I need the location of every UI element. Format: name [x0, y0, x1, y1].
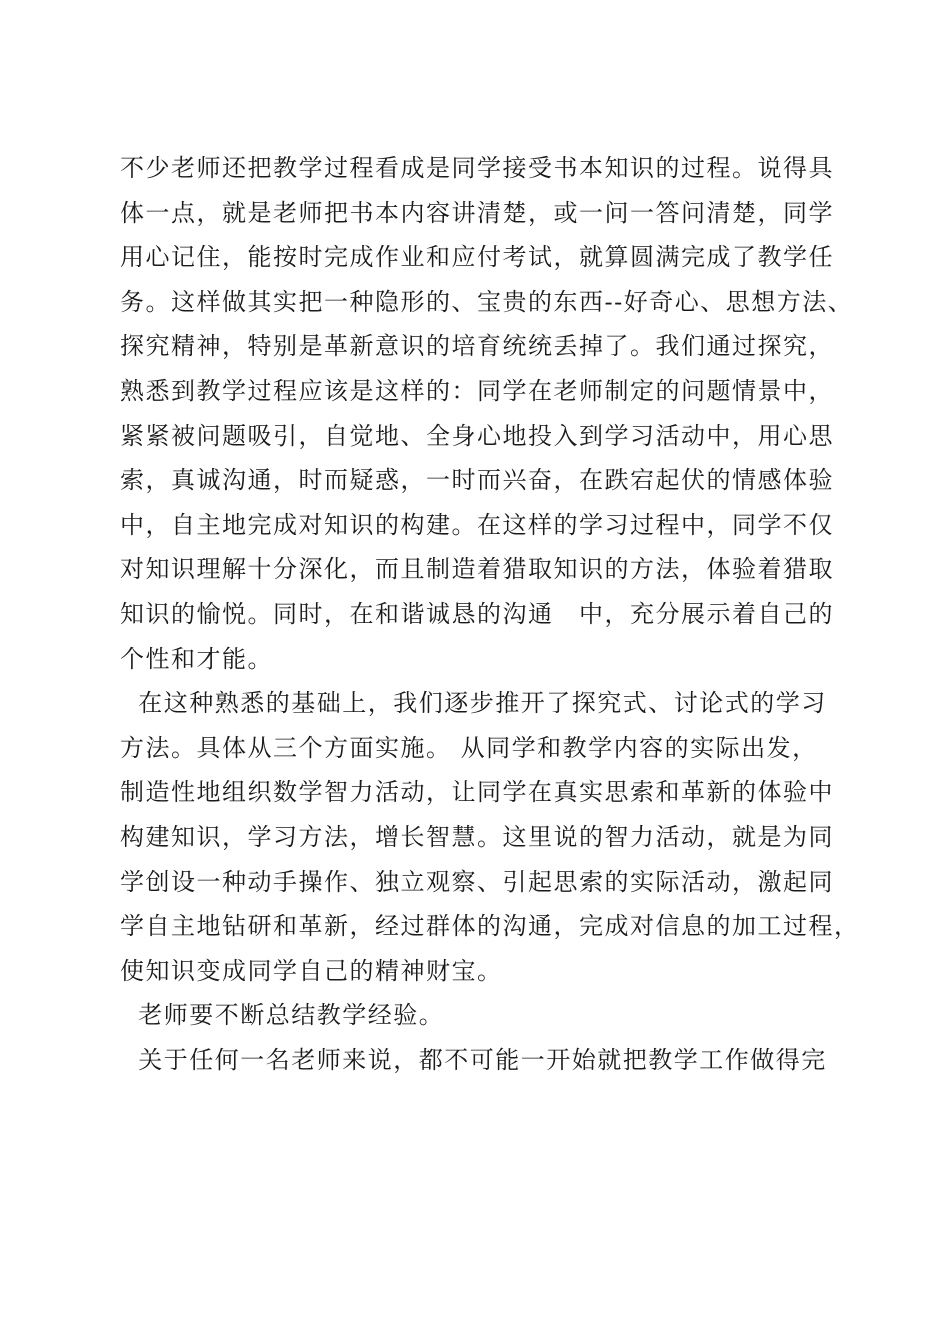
text-line: 紧紧被问题吸引，自觉地、全身心地投入到学习活动中，用心思 [120, 421, 834, 450]
text-line: 学创设一种动手操作、独立观察、引起思索的实际活动，激起同 [120, 867, 834, 896]
text-line: 用心记住，能按时完成作业和应付考试，就算圆满完成了教学任 [120, 243, 834, 272]
text-line: 个性和才能。 [120, 644, 273, 673]
text-line: 体一点，就是老师把书本内容讲清楚，或一问一答问清楚，同学 [120, 198, 834, 227]
text-line: 老师要不断总结教学经验。 [120, 1001, 445, 1030]
text-line: 中，自主地完成对知识的构建。在这样的学习过程中，同学不仅 [120, 510, 834, 539]
text-line: 对知识理解十分深化，而且制造着猎取知识的方法，体验着猎取 [120, 555, 834, 584]
text-line: 务。这样做其实把一种隐形的、宝贵的东西--好奇心、思想方法、 [120, 287, 854, 316]
text-line: 使知识变成同学自己的精神财宝。 [120, 956, 503, 985]
text-line: 在这种熟悉的基础上，我们逐步推开了探究式、讨论式的学习 [120, 689, 827, 718]
text-line: 学自主地钻研和革新，经过群体的沟通，完成对信息的加工过程， [120, 912, 860, 941]
text-line: 探究精神，特别是革新意识的培育统统丢掉了。我们通过探究， [120, 332, 834, 361]
text-line: 构建知识，学习方法，增长智慧。这里说的智力活动，就是为同 [120, 822, 834, 851]
text-line: 方法。具体从三个方面实施。 从同学和教学内容的实际出发， [120, 733, 818, 762]
text-line: 熟悉到教学过程应该是这样的：同学在老师制定的问题情景中， [120, 376, 834, 405]
text-line: 制造性地组织数学智力活动，让同学在真实思索和革新的体验中 [120, 778, 834, 807]
text-line: 不少老师还把教学过程看成是同学接受书本知识的过程。说得具 [120, 154, 834, 182]
text-line: 关于任何一名老师来说，都不可能一开始就把教学工作做得完 [120, 1045, 827, 1074]
text-line: 索，真诚沟通，时而疑惑，一时而兴奋，在跌宕起伏的情感体验 [120, 466, 834, 495]
body-text [120, 146, 860, 1082]
text-line: 知识的愉悦。同时，在和谐诚恳的沟通 中，充分展示着自己的 [120, 599, 834, 628]
